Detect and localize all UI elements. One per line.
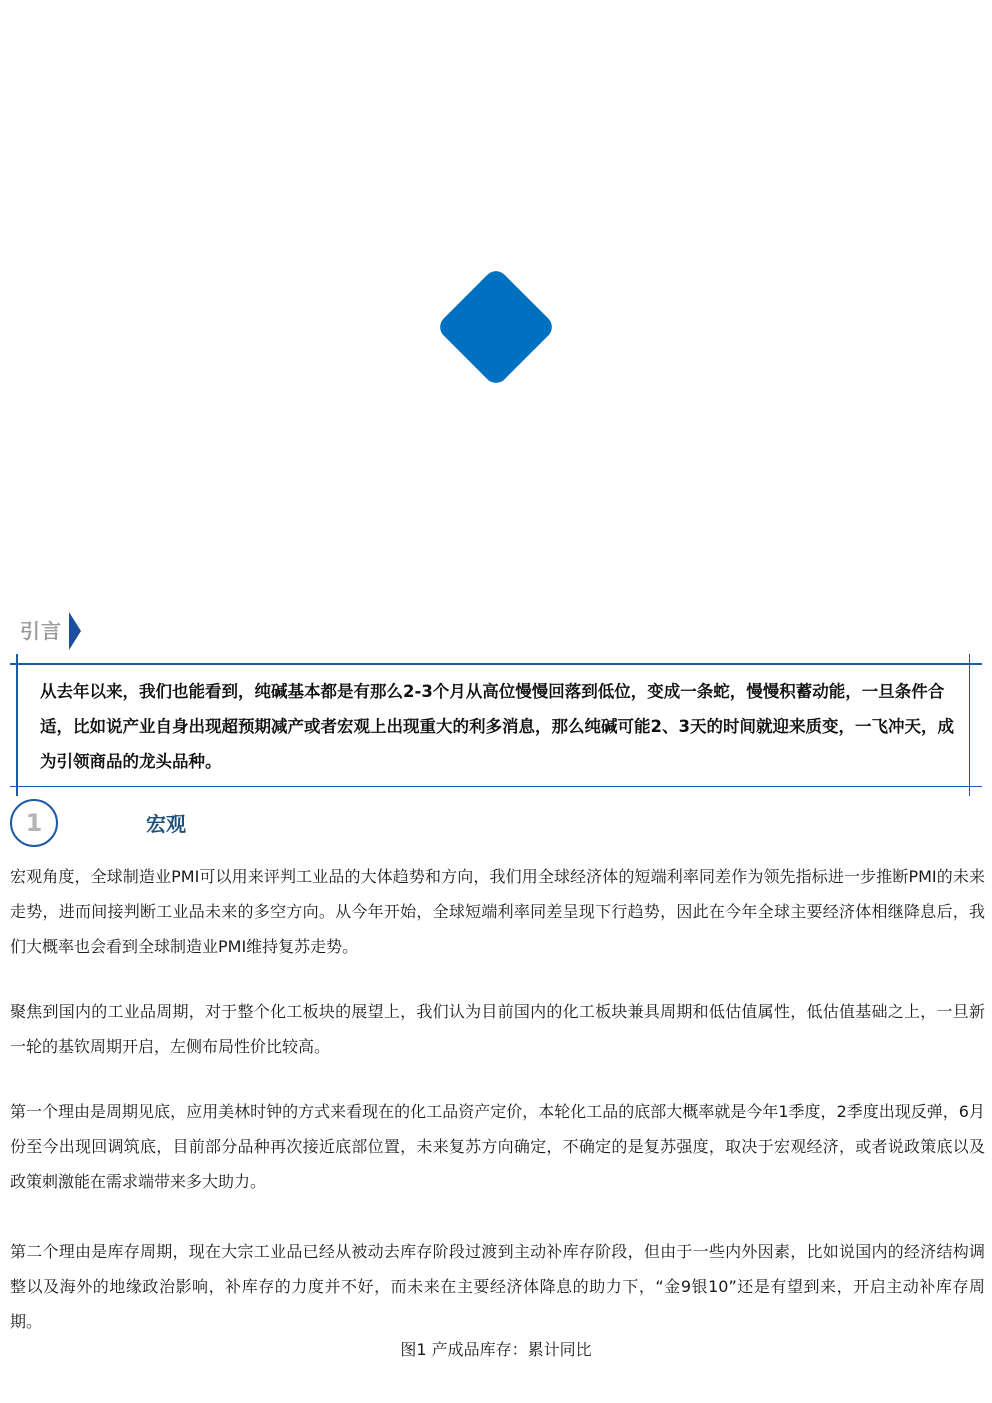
intro-frame-right — [969, 654, 971, 796]
figure-caption: 图1 产成品库存：累计同比 — [400, 1340, 592, 1359]
section-title: 宏观 — [146, 812, 186, 836]
triangle-right-icon — [69, 612, 81, 650]
body-paragraph-1: 宏观角度，全球制造业PMI可以用来评判工业品的大体趋势和方向，我们用全球经济体的短端利率同差作为领先指标进一步推断PMI的未来走势，进而间接判断工业品未来的多空方向。从今年开始，全球短端利率同差呈现下行趋势，因此在今年全球主要经济体相继降息后，我们大概率也会看到全球制造业PMI维持复苏走势。 — [10, 867, 985, 956]
intro-text: 从去年以来，我们也能看到，纯碱基本都是有那么2-3个月从高位慢慢回落到低位，变成一条蛇，慢慢积蓄动能，一旦条件合适，比如说产业自身出现超预期减产或者宏观上出现重大的利多消息，那么纯碱可能2、3天的时间就迎来质变，一飞冲天，成为引领商品的龙头品种。 — [40, 682, 954, 771]
intro-frame-bottom — [10, 786, 982, 788]
intro-label: 引言 — [20, 619, 62, 643]
intro-frame-top — [10, 663, 982, 665]
body-paragraph-2: 聚焦到国内的工业品周期，对于整个化工板块的展望上，我们认为目前国内的化工板块兼具周期和低估值属性，低估值基础之上，一旦新一轮的基钦周期开启，左侧布局性价比较高。 — [10, 1002, 985, 1056]
intro-box — [10, 654, 982, 796]
intro-frame-left — [16, 654, 18, 796]
section-number-badge: 1 — [10, 799, 58, 847]
diamond-logo-icon — [425, 256, 567, 398]
body-paragraph-4: 第二个理由是库存周期，现在大宗工业品已经从被动去库存阶段过渡到主动补库存阶段，但由于一些内外因素，比如说国内的经济结构调整以及海外的地缘政治影响，补库存的力度并不好，而未来在主要经济体降息的助力下，“金9银10”还是有望到来，开启主动补库存周期。 — [10, 1242, 985, 1331]
body-paragraph-3: 第一个理由是周期见底，应用美林时钟的方式来看现在的化工品资产定价，本轮化工品的底部大概率就是今年1季度，2季度出现反弹，6月份至今出现回调筑底，目前部分品种再次接近底部位置，未来复苏方向确定，不确定的是复苏强度，取决于宏观经济，或者说政策底以及政策刺激能在需求端带来多大助力。 — [10, 1102, 985, 1191]
